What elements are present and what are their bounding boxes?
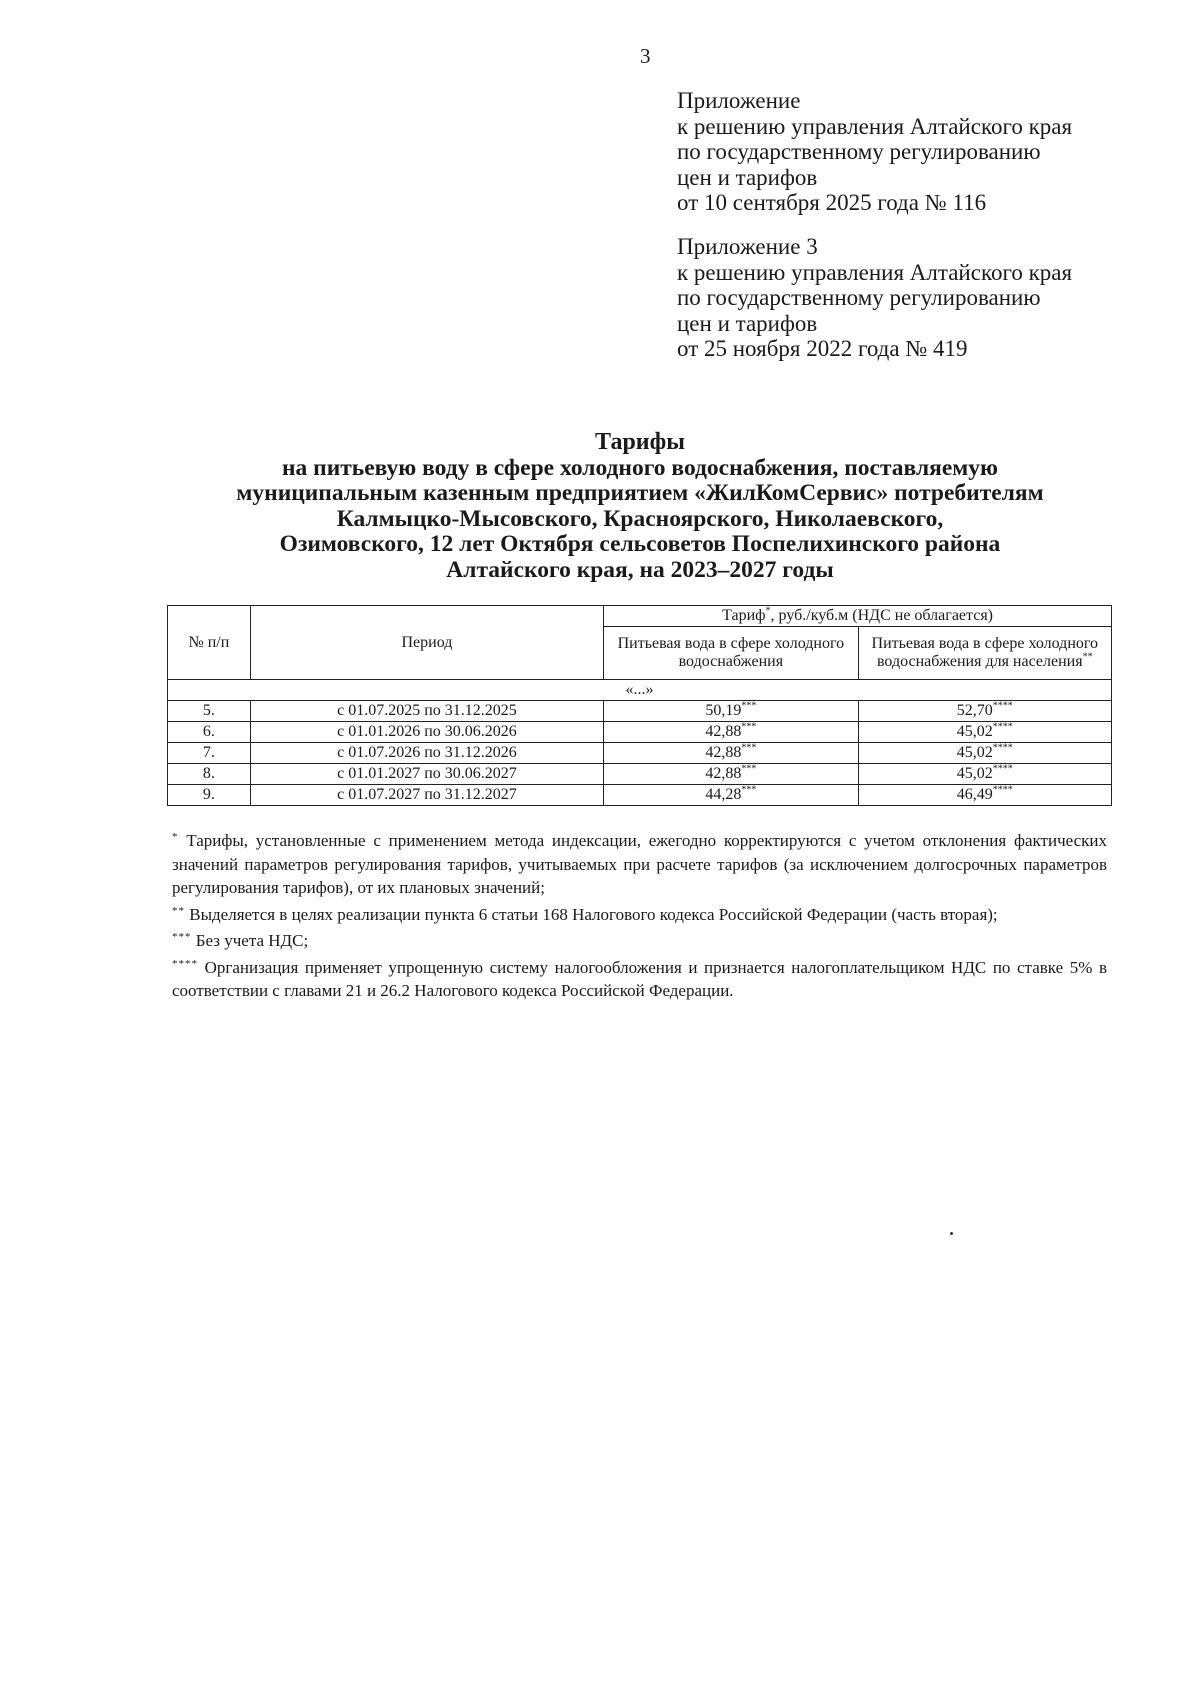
- tariff-value: 42,88: [705, 765, 742, 782]
- appendix-line: по государственному регулированию: [677, 285, 1041, 310]
- tariff-value: 45,02: [956, 765, 993, 782]
- population-header-text: Питьевая вода в сфере холодного водоснабжения для населения: [871, 635, 1099, 670]
- footnote: [172, 926, 1107, 953]
- column-header-population: [858, 627, 1111, 680]
- appendix-line: цен и тарифов: [677, 310, 818, 336]
- footnote-text: Тарифы, установленные с применением метода индексации, ежегодно корректируются с учетом отклонения фактических значений параметров регулирования тарифов, учитываемых при расчете тарифов (за исключением долгосрочных параметров регулирования тарифов), от их плановых значений;: [172, 831, 1107, 897]
- title-line: муниципальным казенным предприятием «ЖилКомСервис» потребителям: [236, 480, 1044, 507]
- tariff-mark: ***: [741, 721, 757, 733]
- footnote-mark: ****: [172, 957, 198, 970]
- title-line: Озимовского, 12 лет Октября сельсоветов Поспелихинского района: [279, 531, 1001, 558]
- title-line: Калмыцко-Мысовского, Красноярского, Николаевского,: [336, 505, 944, 532]
- column-header-tariff: [604, 606, 1112, 627]
- footnote-mark: *: [172, 831, 179, 843]
- row-number: 8.: [168, 764, 251, 785]
- tariff-mark: ****: [992, 784, 1013, 796]
- tariff-value: 50,19: [705, 702, 742, 719]
- table-row: [168, 722, 1112, 743]
- row-period: с 01.01.2027 по 30.06.2027: [250, 764, 603, 785]
- table-row: [168, 785, 1112, 806]
- table-row: [168, 743, 1112, 764]
- tariff-mark: ****: [992, 742, 1013, 754]
- row-population-tariff: [858, 764, 1111, 785]
- row-water-tariff: [604, 743, 858, 764]
- appendix-header-current: [677, 88, 1072, 216]
- footnote-text: Без учета НДС;: [191, 931, 309, 950]
- row-water-tariff: [604, 701, 858, 722]
- tariff-value: 42,88: [705, 744, 742, 761]
- tariff-value: 52,70: [956, 702, 993, 719]
- row-population-tariff: [858, 743, 1111, 764]
- omitted-rows-marker: «...»: [168, 680, 1112, 701]
- tariff-mark: ***: [741, 742, 757, 754]
- table-row: [168, 701, 1112, 722]
- tariff-value: 45,02: [956, 723, 993, 740]
- appendix-header-original: [677, 234, 1072, 362]
- row-water-tariff: [604, 764, 858, 785]
- footnote-text: Выделяется в целях реализации пункта 6 статьи 168 Налогового кодекса Российской Федерации (часть вторая);: [185, 904, 998, 924]
- row-population-tariff: [858, 722, 1111, 743]
- row-population-tariff: [858, 701, 1111, 722]
- appendix-line: по государственному регулированию: [677, 139, 1041, 164]
- appendix-line: Приложение: [677, 88, 801, 113]
- title-main: Тарифы: [595, 429, 685, 455]
- footnote-text: Организация применяет упрощенную систему налогообложения и признается налогоплательщиком НДС по ставке 5% в соответствии с главами 21 и 26.2 Налогового кодекса Российской Федерации.: [172, 957, 1107, 1000]
- tariff-header-post: , руб./куб.м (НДС не облагается): [770, 607, 993, 624]
- title-line: Алтайского края, на 2023–2027 годы: [446, 556, 834, 583]
- appendix-line: цен и тарифов: [677, 164, 818, 190]
- tariff-mark: ****: [992, 721, 1013, 733]
- row-population-tariff: [858, 785, 1111, 806]
- row-number: 9.: [168, 785, 251, 806]
- row-period: с 01.07.2026 по 31.12.2026: [250, 743, 603, 764]
- footnote: [172, 900, 1107, 927]
- row-water-tariff: [604, 722, 858, 743]
- tariff-mark: ***: [741, 700, 757, 712]
- tariff-mark: ***: [741, 763, 757, 775]
- appendix-line: от 10 сентября 2025 года № 116: [677, 190, 987, 215]
- tariff-value: 42,88: [705, 723, 742, 740]
- appendix-line: от 25 ноября 2022 года № 419: [677, 336, 968, 361]
- footnote: [172, 953, 1107, 1003]
- footnote-mark: **: [172, 904, 185, 917]
- population-header-mark: **: [1082, 651, 1093, 663]
- tariff-mark: ****: [992, 700, 1013, 712]
- row-period: с 01.07.2027 по 31.12.2027: [250, 785, 603, 806]
- title-line: на питьевую воду в сфере холодного водоснабжения, поставляемую: [282, 454, 998, 481]
- footnotes: [172, 826, 1107, 1003]
- appendix-line: Приложение 3: [677, 234, 818, 259]
- column-header-period: Период: [250, 606, 603, 680]
- tariff-table: [167, 605, 1112, 806]
- tariff-header-mark: *: [765, 605, 771, 617]
- table-row: [168, 764, 1112, 785]
- tariff-mark: ***: [741, 784, 757, 796]
- appendix-line: к решению управления Алтайского края: [677, 259, 1073, 285]
- footnote: [172, 826, 1107, 900]
- column-header-number: № п/п: [168, 606, 251, 680]
- tariff-mark: ****: [992, 763, 1013, 775]
- tariff-value: 45,02: [956, 744, 993, 761]
- tariff-header-pre: Тариф: [722, 607, 766, 624]
- column-header-water: Питьевая вода в сфере холодного водоснабжения: [604, 627, 858, 680]
- row-number: 5.: [168, 701, 251, 722]
- tariff-value: 44,28: [705, 786, 742, 803]
- row-period: с 01.01.2026 по 30.06.2026: [250, 722, 603, 743]
- row-number: 6.: [168, 722, 251, 743]
- tariff-value: 46,49: [956, 786, 993, 803]
- row-period: с 01.07.2025 по 31.12.2025: [250, 701, 603, 722]
- row-number: 7.: [168, 743, 251, 764]
- row-water-tariff: [604, 785, 858, 806]
- page-number: 3: [640, 44, 651, 68]
- scan-artifact-dot: [950, 1232, 953, 1235]
- document-title: [150, 430, 1130, 584]
- appendix-line: к решению управления Алтайского края: [677, 113, 1073, 139]
- footnote-mark: ***: [172, 931, 192, 943]
